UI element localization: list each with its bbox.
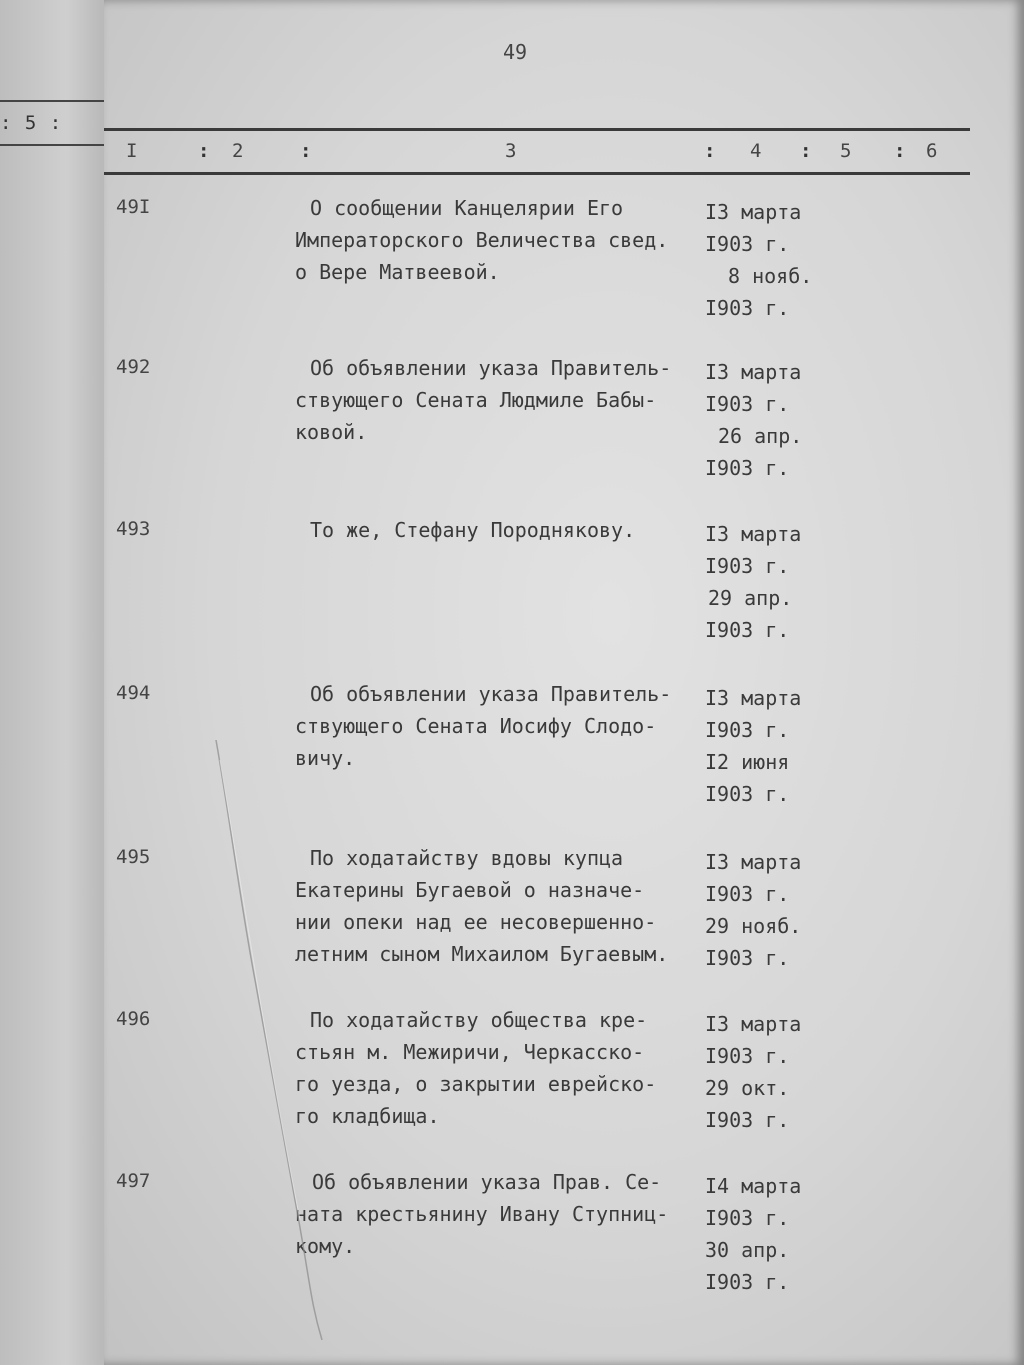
entry-date-line: I903 г. — [705, 782, 790, 806]
entry-date-line: 26 апр. — [718, 424, 803, 448]
entry-date-line: I3 марта — [705, 686, 802, 710]
entry-number: 495 — [116, 846, 151, 868]
entry-description-line: Императорского Величества свед. — [295, 228, 669, 252]
entry-description-line: го уезда, о закрытии еврейско- — [295, 1072, 657, 1096]
entry-number: 49I — [116, 196, 151, 218]
column-separator: : — [198, 140, 210, 162]
entry-description-line: вичу. — [295, 746, 356, 770]
entry-date-line: I4 марта — [705, 1174, 802, 1198]
column-header-4: 4 — [750, 140, 762, 162]
previous-page-rule-bottom — [0, 144, 104, 146]
entry-description-line: стьян м. Межиричи, Черкасско- — [295, 1040, 645, 1064]
entry-description-line: По ходатайству общества кре- — [310, 1008, 648, 1032]
entry-description-line: Об объявлении указа Правитель- — [310, 682, 672, 706]
header-rule-top — [104, 128, 970, 131]
entry-description-line: Об объявлении указа Прав. Се- — [312, 1170, 662, 1194]
previous-page-column-label: : 5 : — [0, 112, 63, 134]
column-header-1: I — [126, 140, 138, 162]
entry-date-line: I903 г. — [705, 554, 790, 578]
page-number: 49 — [503, 40, 528, 64]
entry-date-line: 8 нояб. — [728, 264, 813, 288]
entry-date-line: I2 июня — [705, 750, 790, 774]
entry-description-line: ковой. — [295, 420, 368, 444]
column-header-3: 3 — [505, 140, 517, 162]
entry-number: 492 — [116, 356, 151, 378]
column-header-5: 5 — [840, 140, 852, 162]
entry-description-line: Екатерины Бугаевой о назначе- — [295, 878, 645, 902]
entry-description-line: го кладбища. — [295, 1104, 440, 1128]
entry-description-line: о Вере Матвеевой. — [295, 260, 500, 284]
previous-page-rule-top — [0, 100, 104, 102]
entry-description-line: ствующего Сената Людмиле Бабы- — [295, 388, 657, 412]
entry-number: 497 — [116, 1170, 151, 1192]
column-header-6: 6 — [926, 140, 938, 162]
entry-description-line: Об объявлении указа Правитель- — [310, 356, 672, 380]
table-header — [104, 128, 970, 176]
entry-date-line: I903 г. — [705, 882, 790, 906]
entry-number: 496 — [116, 1008, 151, 1030]
entry-description-line: По ходатайству вдовы купца — [310, 846, 624, 870]
entry-date-line: I903 г. — [705, 296, 790, 320]
column-separator: : — [800, 140, 812, 162]
entry-date-line: I3 марта — [705, 1012, 802, 1036]
entry-date-line: I903 г. — [705, 618, 790, 642]
header-rule-bottom — [104, 172, 970, 175]
entry-date-line: 30 апр. — [705, 1238, 790, 1262]
column-header-2: 2 — [232, 140, 244, 162]
entry-date-line: I903 г. — [705, 1044, 790, 1068]
entry-description-line: нии опеки над ее несовершенно- — [295, 910, 657, 934]
entry-date-line: 29 нояб. — [705, 914, 802, 938]
entry-date-line: I903 г. — [705, 1270, 790, 1294]
entry-date-line: I3 марта — [705, 360, 802, 384]
entry-number: 494 — [116, 682, 151, 704]
column-separator: : — [300, 140, 312, 162]
entry-number: 493 — [116, 518, 151, 540]
entry-date-line: 29 окт. — [705, 1076, 790, 1100]
entry-date-line: I3 марта — [705, 850, 802, 874]
entry-date-line: I903 г. — [705, 1108, 790, 1132]
entry-date-line: 29 апр. — [708, 586, 793, 610]
entry-date-line: I903 г. — [705, 456, 790, 480]
entry-date-line: I903 г. — [705, 946, 790, 970]
entry-date-line: I903 г. — [705, 232, 790, 256]
entry-description-line: ната крестьянину Ивану Ступниц- — [295, 1202, 669, 1226]
entry-date-line: I903 г. — [705, 1206, 790, 1230]
entry-description-line: О сообщении Канцелярии Его — [310, 196, 624, 220]
previous-page-header — [0, 100, 104, 146]
entry-date-line: I3 марта — [705, 522, 802, 546]
entry-description-line: летним сыном Михаилом Бугаевым. — [295, 942, 669, 966]
entry-date-line: I903 г. — [705, 392, 790, 416]
entry-date-line: I903 г. — [705, 718, 790, 742]
entry-description-line: кому. — [295, 1234, 356, 1258]
entry-date-line: I3 марта — [705, 200, 802, 224]
entry-description-line: То же, Стефану Породнякову. — [310, 518, 636, 542]
column-separator: : — [894, 140, 906, 162]
entry-description-line: ствующего Сената Иосифу Слодо- — [295, 714, 657, 738]
previous-page-edge — [0, 0, 110, 1365]
column-separator: : — [704, 140, 716, 162]
